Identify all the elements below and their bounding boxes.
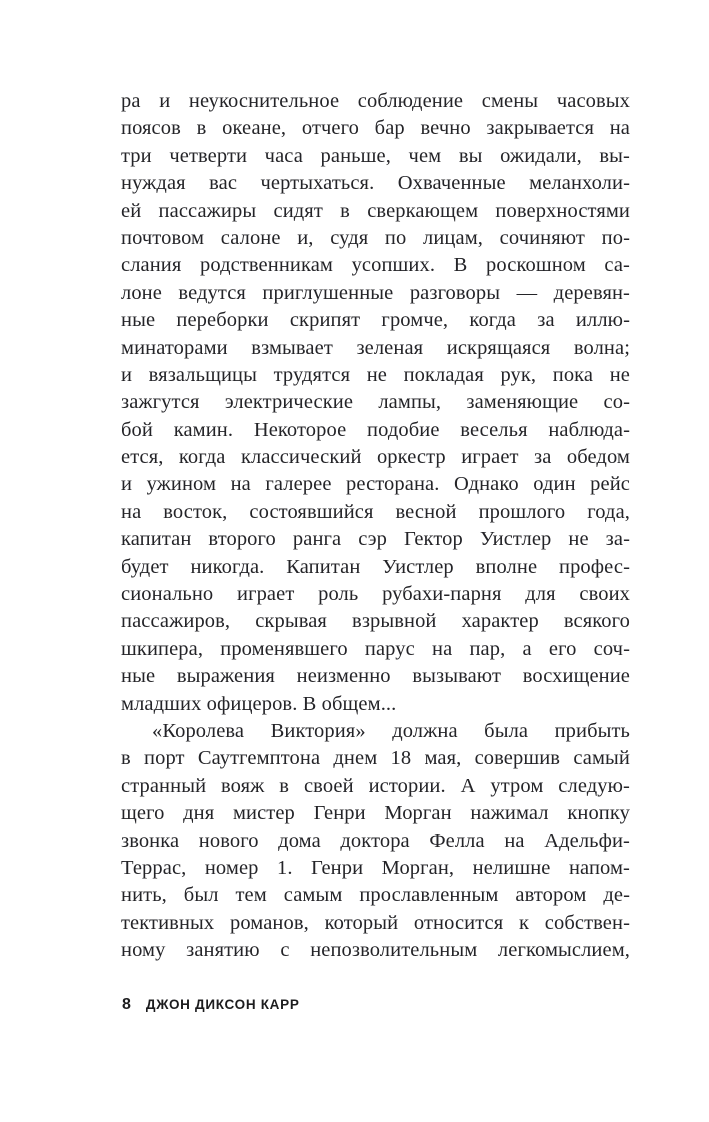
running-title: ДЖОН ДИКСОН КАРР — [145, 997, 300, 1012]
text-line: зажгутся электрические лампы, заменяющие со- — [121, 391, 630, 414]
text-line: и ужином на галерее ресторана. Однако один рейс — [121, 473, 630, 496]
paragraph — [121, 718, 630, 965]
text-line: нить, был тем самым прославленным автором де- — [121, 884, 630, 907]
text-line: пассажиров, скрывая взрывной характер всякого — [121, 610, 630, 633]
text-line: поясов в океане, отчего бар вечно закрывается на — [121, 117, 630, 140]
text-line: нуждая вас чертыхаться. Охваченные меланхоли- — [121, 172, 630, 195]
text-line: и вязальщицы трудятся не покладая рук, пока не — [121, 363, 630, 386]
text-line: капитан второго ранга сэр Гектор Уистлер не за- — [121, 528, 630, 551]
text-line: щего дня мистер Генри Морган нажимал кнопку — [121, 802, 630, 825]
text-line: ные выражения неизменно вызывают восхищение — [121, 665, 630, 688]
text-line: младших офицеров. В общем... — [121, 692, 397, 715]
text-line: ей пассажиры сидят в сверкающем поверхностями — [121, 199, 630, 222]
text-line: ра и неукоснительное соблюдение смены часовых — [121, 90, 630, 112]
text-line: в порт Саутгемптона днем 18 мая, совершив самый — [121, 747, 630, 770]
text-line: ные переборки скрипят громче, когда за иллю- — [121, 309, 630, 332]
page-footer — [122, 996, 300, 1014]
text-line: звонка нового дома доктора Фелла на Адельфи- — [121, 829, 630, 852]
text-line: ется, когда классический оркестр играет за обедом — [121, 446, 630, 469]
paragraph — [121, 88, 630, 718]
text-line: ному занятию с непозволительным легкомыслием, — [121, 939, 630, 962]
text-line: будет никогда. Капитан Уистлер вполне профес- — [121, 555, 630, 578]
text-line: три четверти часа раньше, чем вы ожидали, вы- — [121, 144, 630, 167]
text-line: на восток, состоявшийся весной прошлого года, — [121, 500, 630, 523]
text-line: лоне ведутся приглушенные разговоры — деревян- — [121, 281, 630, 304]
page-number: 8 — [122, 996, 131, 1013]
page-text — [121, 88, 630, 965]
text-line: минаторами взмывает зеленая искрящаяся волна; — [121, 336, 630, 359]
text-line: тективных романов, который относится к собствен- — [121, 911, 630, 934]
text-line: почтовом салоне и, судя по лицам, сочиняют по- — [121, 226, 630, 249]
text-line: странный вояж в своей истории. А утром следую- — [121, 774, 630, 797]
text-line: слания родственникам усопших. В роскошном са- — [121, 254, 630, 277]
text-line: Террас, номер 1. Генри Морган, нелишне напом- — [121, 856, 630, 879]
text-line: «Королева Виктория» должна была прибыть — [152, 719, 630, 742]
text-line: шкипера, променявшего парус на пар, а его соч- — [121, 637, 630, 660]
text-line: бой камин. Некоторое подобие веселья наблюда- — [121, 418, 630, 441]
text-line: сионально играет роль рубахи-парня для своих — [121, 583, 630, 606]
